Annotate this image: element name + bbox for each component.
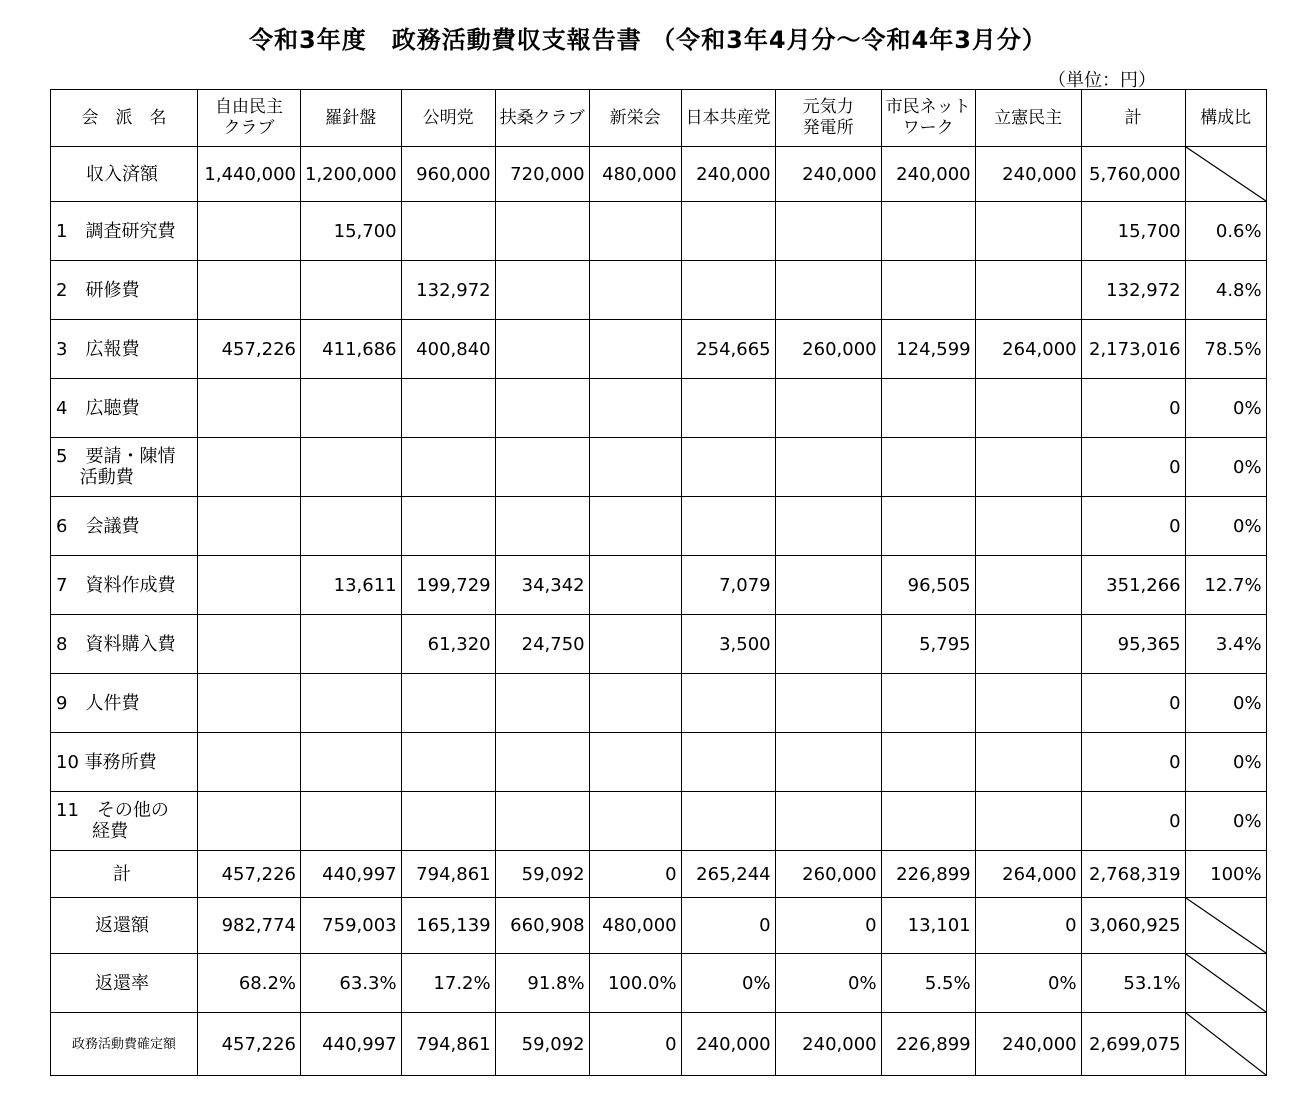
empty-diagonal-cell [1185, 1013, 1266, 1076]
value-cell [881, 497, 975, 556]
value-cell [775, 202, 881, 261]
empty-diagonal-cell [1185, 898, 1266, 954]
value-cell: 411,686 [301, 320, 402, 379]
empty-diagonal-cell [1185, 147, 1266, 202]
value-cell [401, 674, 495, 733]
value-cell [975, 674, 1081, 733]
value-cell: 7,079 [681, 556, 775, 615]
value-cell: 400,840 [401, 320, 495, 379]
value-cell [401, 733, 495, 792]
value-cell: 240,000 [681, 147, 775, 202]
total-cell: 2,768,319 [1081, 851, 1185, 898]
row-label: 6 会議費 [51, 497, 198, 556]
expense-row [51, 615, 1267, 674]
value-cell: 68.2% [198, 954, 301, 1013]
total-cell: 0 [1081, 674, 1185, 733]
group-header: 公明党 [401, 90, 495, 147]
value-cell [775, 733, 881, 792]
value-cell [589, 674, 681, 733]
ratio-cell: 78.5% [1185, 320, 1266, 379]
value-cell [975, 202, 1081, 261]
expense-row [51, 792, 1267, 851]
value-cell [589, 320, 681, 379]
value-cell: 15,700 [301, 202, 402, 261]
value-cell: 0 [775, 898, 881, 954]
value-cell [589, 379, 681, 438]
total-cell: 15,700 [1081, 202, 1185, 261]
value-cell: 264,000 [975, 320, 1081, 379]
value-cell [681, 261, 775, 320]
value-cell [881, 261, 975, 320]
value-cell: 5.5% [881, 954, 975, 1013]
value-cell [975, 792, 1081, 851]
expense-row [51, 497, 1267, 556]
value-cell [301, 733, 402, 792]
group-header: 扶桑クラブ [495, 90, 589, 147]
ratio-cell: 0.6% [1185, 202, 1266, 261]
value-cell [198, 497, 301, 556]
value-cell: 240,000 [775, 147, 881, 202]
value-cell [301, 792, 402, 851]
ratio-cell: 0% [1185, 733, 1266, 792]
value-cell [301, 615, 402, 674]
value-cell [589, 556, 681, 615]
ratio-cell: 4.8% [1185, 261, 1266, 320]
value-cell: 457,226 [198, 851, 301, 898]
total-cell: 0 [1081, 438, 1185, 497]
value-cell [198, 792, 301, 851]
value-cell [495, 202, 589, 261]
value-cell [881, 438, 975, 497]
value-cell: 480,000 [589, 898, 681, 954]
value-cell: 0 [589, 851, 681, 898]
value-cell: 13,611 [301, 556, 402, 615]
total-cell: 351,266 [1081, 556, 1185, 615]
value-cell: 24,750 [495, 615, 589, 674]
row-label: 返還率 [51, 954, 198, 1013]
value-cell [589, 733, 681, 792]
row-label: 政務活動費確定額 [51, 1013, 198, 1076]
ratio-cell: 3.4% [1185, 615, 1266, 674]
value-cell: 457,226 [198, 1013, 301, 1076]
value-cell [301, 379, 402, 438]
value-cell [775, 497, 881, 556]
value-cell: 199,729 [401, 556, 495, 615]
value-cell [681, 379, 775, 438]
value-cell: 265,244 [681, 851, 775, 898]
value-cell: 5,795 [881, 615, 975, 674]
total-cell: 3,060,925 [1081, 898, 1185, 954]
value-cell [681, 497, 775, 556]
value-cell [495, 733, 589, 792]
ratio-header: 構成比 [1185, 90, 1266, 147]
expense-row [51, 438, 1267, 497]
income-row [51, 147, 1267, 202]
value-cell: 96,505 [881, 556, 975, 615]
value-cell: 440,997 [301, 1013, 402, 1076]
value-cell: 59,092 [495, 851, 589, 898]
expense-report-table [50, 89, 1267, 1076]
value-cell: 0 [589, 1013, 681, 1076]
value-cell [881, 379, 975, 438]
value-cell [975, 733, 1081, 792]
value-cell: 794,861 [401, 851, 495, 898]
expense-row [51, 261, 1267, 320]
value-cell [881, 792, 975, 851]
value-cell: 1,200,000 [301, 147, 402, 202]
value-cell: 226,899 [881, 1013, 975, 1076]
value-cell: 17.2% [401, 954, 495, 1013]
value-cell [775, 792, 881, 851]
ratio-cell: 0% [1185, 438, 1266, 497]
confirmed-row [51, 1013, 1267, 1076]
value-cell [198, 733, 301, 792]
value-cell: 226,899 [881, 851, 975, 898]
value-cell: 3,500 [681, 615, 775, 674]
row-label: 収入済額 [51, 147, 198, 202]
value-cell [495, 792, 589, 851]
ratio-cell: 0% [1185, 497, 1266, 556]
row-label: 3 広報費 [51, 320, 198, 379]
value-cell: 100.0% [589, 954, 681, 1013]
expense-row [51, 556, 1267, 615]
value-cell: 0 [681, 898, 775, 954]
header-row [51, 90, 1267, 147]
value-cell [198, 202, 301, 261]
value-cell [301, 497, 402, 556]
total-cell: 0 [1081, 497, 1185, 556]
value-cell [775, 674, 881, 733]
value-cell: 13,101 [881, 898, 975, 954]
value-cell: 240,000 [881, 147, 975, 202]
total-cell: 0 [1081, 792, 1185, 851]
value-cell [775, 615, 881, 674]
value-cell [495, 261, 589, 320]
value-cell: 457,226 [198, 320, 301, 379]
row-label: 4 広聴費 [51, 379, 198, 438]
ratio-cell: 12.7% [1185, 556, 1266, 615]
total-cell: 5,760,000 [1081, 147, 1185, 202]
expense-row [51, 674, 1267, 733]
value-cell [401, 792, 495, 851]
value-cell: 660,908 [495, 898, 589, 954]
group-header: 羅針盤 [301, 90, 402, 147]
value-cell [198, 556, 301, 615]
unit-label: （単位：円） [1048, 70, 1156, 91]
total-cell: 132,972 [1081, 261, 1185, 320]
value-cell: 91.8% [495, 954, 589, 1013]
total-cell: 2,173,016 [1081, 320, 1185, 379]
value-cell: 240,000 [975, 1013, 1081, 1076]
value-cell [681, 733, 775, 792]
value-cell: 0% [681, 954, 775, 1013]
value-cell [589, 261, 681, 320]
value-cell: 982,774 [198, 898, 301, 954]
row-label: 7 資料作成費 [51, 556, 198, 615]
group-header: 日本共産党 [681, 90, 775, 147]
value-cell [301, 674, 402, 733]
value-cell [881, 733, 975, 792]
value-cell: 960,000 [401, 147, 495, 202]
total-cell: 2,699,075 [1081, 1013, 1185, 1076]
group-header: 自由民主 クラブ [198, 90, 301, 147]
value-cell [775, 556, 881, 615]
value-cell: 794,861 [401, 1013, 495, 1076]
value-cell [975, 261, 1081, 320]
value-cell: 1,440,000 [198, 147, 301, 202]
total-cell: 0 [1081, 733, 1185, 792]
value-cell [401, 379, 495, 438]
total-cell: 53.1% [1081, 954, 1185, 1013]
value-cell: 165,139 [401, 898, 495, 954]
value-cell [775, 379, 881, 438]
value-cell: 0% [775, 954, 881, 1013]
value-cell [681, 202, 775, 261]
value-cell [198, 438, 301, 497]
value-cell: 240,000 [775, 1013, 881, 1076]
value-cell [975, 556, 1081, 615]
expense-row [51, 202, 1267, 261]
value-cell: 480,000 [589, 147, 681, 202]
ratio-cell: 100% [1185, 851, 1266, 898]
value-cell: 59,092 [495, 1013, 589, 1076]
value-cell [589, 497, 681, 556]
total-cell: 95,365 [1081, 615, 1185, 674]
value-cell [495, 674, 589, 733]
value-cell: 63.3% [301, 954, 402, 1013]
value-cell: 260,000 [775, 320, 881, 379]
ratio-cell: 0% [1185, 674, 1266, 733]
ratio-cell: 0% [1185, 792, 1266, 851]
value-cell [975, 438, 1081, 497]
value-cell: 240,000 [975, 147, 1081, 202]
value-cell [681, 438, 775, 497]
value-cell [301, 438, 402, 497]
value-cell: 440,997 [301, 851, 402, 898]
group-header: 立憲民主 [975, 90, 1081, 147]
group-header: 元気力 発電所 [775, 90, 881, 147]
total-header: 計 [1081, 90, 1185, 147]
value-cell [301, 261, 402, 320]
value-cell [975, 379, 1081, 438]
value-cell [495, 379, 589, 438]
value-cell: 254,665 [681, 320, 775, 379]
value-cell: 260,000 [775, 851, 881, 898]
value-cell: 61,320 [401, 615, 495, 674]
row-label: 10 事務所費 [51, 733, 198, 792]
value-cell [198, 674, 301, 733]
row-label: 2 研修費 [51, 261, 198, 320]
expense-row [51, 320, 1267, 379]
subtotal-row [51, 851, 1267, 898]
row-label: 計 [51, 851, 198, 898]
value-cell [198, 615, 301, 674]
header-label: 会 派 名 [51, 90, 198, 147]
value-cell: 720,000 [495, 147, 589, 202]
row-label: 9 人件費 [51, 674, 198, 733]
row-label: 11 その他の 経費 [51, 792, 198, 851]
value-cell [198, 261, 301, 320]
value-cell: 124,599 [881, 320, 975, 379]
value-cell [589, 438, 681, 497]
value-cell [681, 792, 775, 851]
value-cell [401, 497, 495, 556]
value-cell: 132,972 [401, 261, 495, 320]
value-cell [589, 202, 681, 261]
total-cell: 0 [1081, 379, 1185, 438]
row-label: 8 資料購入費 [51, 615, 198, 674]
value-cell: 34,342 [495, 556, 589, 615]
row-label: 返還額 [51, 898, 198, 954]
row-label: 5 要請・陳情 活動費 [51, 438, 198, 497]
value-cell [775, 438, 881, 497]
value-cell: 264,000 [975, 851, 1081, 898]
value-cell [495, 497, 589, 556]
value-cell [495, 320, 589, 379]
value-cell [495, 438, 589, 497]
refund-row [51, 898, 1267, 954]
value-cell [975, 615, 1081, 674]
value-cell: 759,003 [301, 898, 402, 954]
ratio-cell: 0% [1185, 379, 1266, 438]
expense-row [51, 379, 1267, 438]
value-cell: 0 [975, 898, 1081, 954]
expense-row [51, 733, 1267, 792]
page-title: 令和3年度 政務活動費収支報告書 （令和3年4月分～令和4年3月分） [249, 26, 1047, 54]
value-cell: 240,000 [681, 1013, 775, 1076]
value-cell [401, 438, 495, 497]
value-cell [401, 202, 495, 261]
value-cell: 0% [975, 954, 1081, 1013]
value-cell [198, 379, 301, 438]
value-cell [881, 202, 975, 261]
value-cell [775, 261, 881, 320]
group-header: 市民ネット ワーク [881, 90, 975, 147]
value-cell [975, 497, 1081, 556]
value-cell [881, 674, 975, 733]
empty-diagonal-cell [1185, 954, 1266, 1013]
row-label: 1 調査研究費 [51, 202, 198, 261]
group-header: 新栄会 [589, 90, 681, 147]
value-cell [589, 792, 681, 851]
value-cell [589, 615, 681, 674]
refund-rate-row [51, 954, 1267, 1013]
value-cell [681, 674, 775, 733]
